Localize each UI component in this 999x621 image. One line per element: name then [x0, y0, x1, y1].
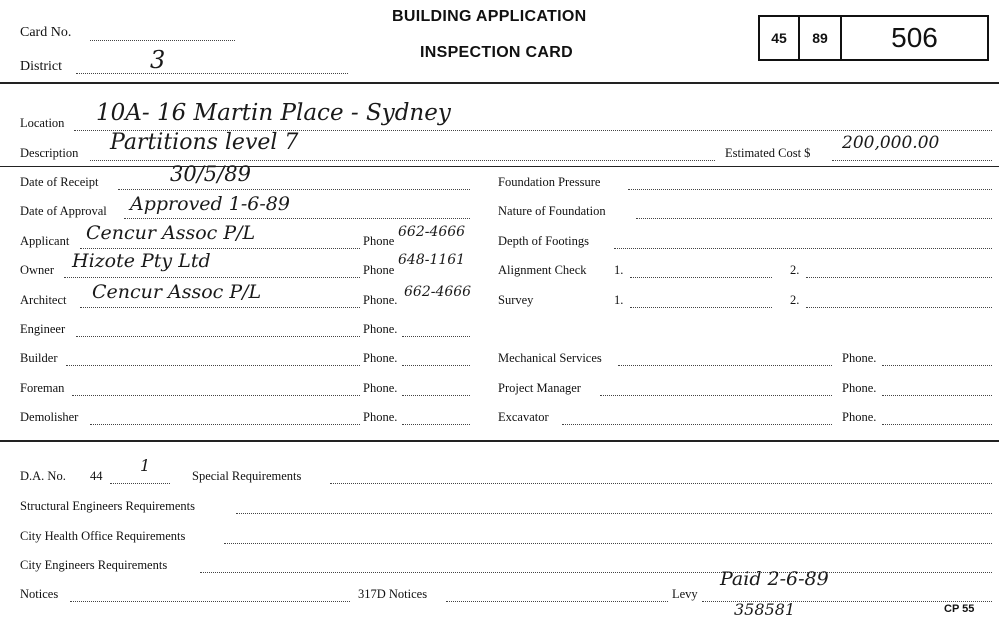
title-line1: BUILDING APPLICATION [392, 8, 587, 25]
survey-label: Survey [498, 293, 534, 307]
box-year-a: 45 [760, 17, 800, 59]
city-engineers-line [200, 572, 992, 573]
notices-line [70, 601, 350, 602]
project-manager-label: Project Manager [498, 381, 581, 395]
divider-description [0, 166, 999, 167]
applicant-line [80, 248, 360, 249]
da-value: 44 [90, 469, 103, 483]
form-code: CP 55 [944, 603, 975, 615]
district-value: 3 [150, 46, 166, 74]
demolisher-phone-label: Phone. [363, 410, 398, 424]
mechanical-line [618, 365, 832, 366]
description-value: Partitions level 7 [110, 130, 299, 155]
receipt-number: 358581 [734, 600, 796, 619]
notices-317d-label: 317D Notices [358, 587, 428, 601]
alignment-1-label: 1. [614, 263, 624, 277]
project-manager-line [600, 395, 832, 396]
card-number-box [758, 15, 989, 61]
levy-value: Paid 2-6-89 [720, 568, 829, 590]
applicant-phone: 662-4666 [398, 224, 466, 240]
depth-footings-label: Depth of Footings [498, 234, 589, 248]
excavator-phone-label: Phone. [842, 410, 877, 424]
divider-requirements [0, 440, 999, 442]
card-no-line [90, 40, 235, 41]
engineer-phone-label: Phone. [363, 322, 398, 336]
estimated-cost-value: 200,000.00 [842, 133, 940, 153]
nature-foundation-label: Nature of Foundation [498, 204, 606, 218]
notices-317d-line [446, 601, 668, 602]
location-label: Location [20, 116, 65, 130]
box-card-number: 506 [891, 22, 938, 53]
receipt-value: 30/5/89 [170, 162, 251, 186]
foreman-label: Foreman [20, 381, 65, 395]
architect-phone-label: Phone. [363, 293, 398, 307]
alignment-2-label: 2. [790, 263, 800, 277]
health-line [224, 543, 992, 544]
owner-value: Hizote Pty Ltd [72, 250, 211, 272]
location-value: 10A- 16 Martin Place - Sydney [96, 100, 451, 126]
approval-line [124, 218, 470, 219]
approval-label: Date of Approval [20, 204, 107, 218]
engineer-label: Engineer [20, 322, 66, 336]
divider-top [0, 82, 999, 84]
levy-label: Levy [672, 587, 698, 601]
engineer-line [76, 336, 360, 337]
owner-phone: 648-1161 [398, 252, 466, 268]
district-label: District [20, 59, 62, 74]
depth-footings-line [614, 248, 992, 249]
builder-phone-line [402, 365, 470, 366]
survey-2-line [806, 307, 992, 308]
city-engineers-label: City Engineers Requirements [20, 558, 168, 572]
receipt-label: Date of Receipt [20, 175, 99, 189]
mechanical-label: Mechanical Services [498, 351, 602, 365]
notices-label: Notices [20, 587, 59, 601]
health-label: City Health Office Requirements [20, 529, 186, 543]
builder-phone-label: Phone. [363, 351, 398, 365]
excavator-phone-line [882, 424, 992, 425]
applicant-phone-label: Phone [363, 234, 395, 248]
estimated-cost-label: Estimated Cost $ [725, 146, 811, 160]
applicant-label: Applicant [20, 234, 70, 248]
applicant-value: Cencur Assoc P/L [86, 222, 256, 244]
description-line [90, 160, 715, 161]
foundation-pressure-label: Foundation Pressure [498, 175, 601, 189]
foreman-line [72, 395, 360, 396]
demolisher-label: Demolisher [20, 410, 79, 424]
da-line [110, 483, 170, 484]
structural-label: Structural Engineers Requirements [20, 499, 195, 513]
alignment-2-line [806, 277, 992, 278]
box-year-b: 89 [800, 17, 842, 59]
description-label: Description [20, 146, 79, 160]
builder-line [66, 365, 360, 366]
alignment-check-label: Alignment Check [498, 263, 587, 277]
mechanical-phone-line [882, 365, 992, 366]
da-hand: 1 [140, 456, 151, 475]
foundation-pressure-line [628, 189, 992, 190]
excavator-label: Excavator [498, 410, 549, 424]
structural-line [236, 513, 992, 514]
card-no-label: Card No. [20, 25, 72, 40]
da-label: D.A. No. [20, 469, 66, 483]
foreman-phone-line [402, 395, 470, 396]
approval-value: Approved 1-6-89 [130, 193, 290, 215]
special-requirements-line [330, 483, 992, 484]
mechanical-phone-label: Phone. [842, 351, 877, 365]
architect-label: Architect [20, 293, 67, 307]
district-line [76, 73, 348, 74]
survey-1-label: 1. [614, 293, 624, 307]
owner-line [64, 277, 360, 278]
survey-1-line [630, 307, 772, 308]
excavator-line [562, 424, 832, 425]
demolisher-phone-line [402, 424, 470, 425]
owner-label: Owner [20, 263, 55, 277]
builder-label: Builder [20, 351, 58, 365]
title-line2: INSPECTION CARD [420, 44, 573, 61]
estimated-cost-line [832, 160, 992, 161]
project-manager-phone-label: Phone. [842, 381, 877, 395]
architect-line [80, 307, 360, 308]
project-manager-phone-line [882, 395, 992, 396]
architect-value: Cencur Assoc P/L [92, 281, 262, 303]
survey-2-label: 2. [790, 293, 800, 307]
nature-foundation-line [636, 218, 992, 219]
demolisher-line [90, 424, 360, 425]
owner-phone-label: Phone [363, 263, 395, 277]
engineer-phone-line [402, 336, 470, 337]
architect-phone: 662-4666 [404, 284, 472, 300]
foreman-phone-label: Phone. [363, 381, 398, 395]
alignment-1-line [630, 277, 772, 278]
special-requirements-label: Special Requirements [192, 469, 302, 483]
receipt-line [118, 189, 470, 190]
